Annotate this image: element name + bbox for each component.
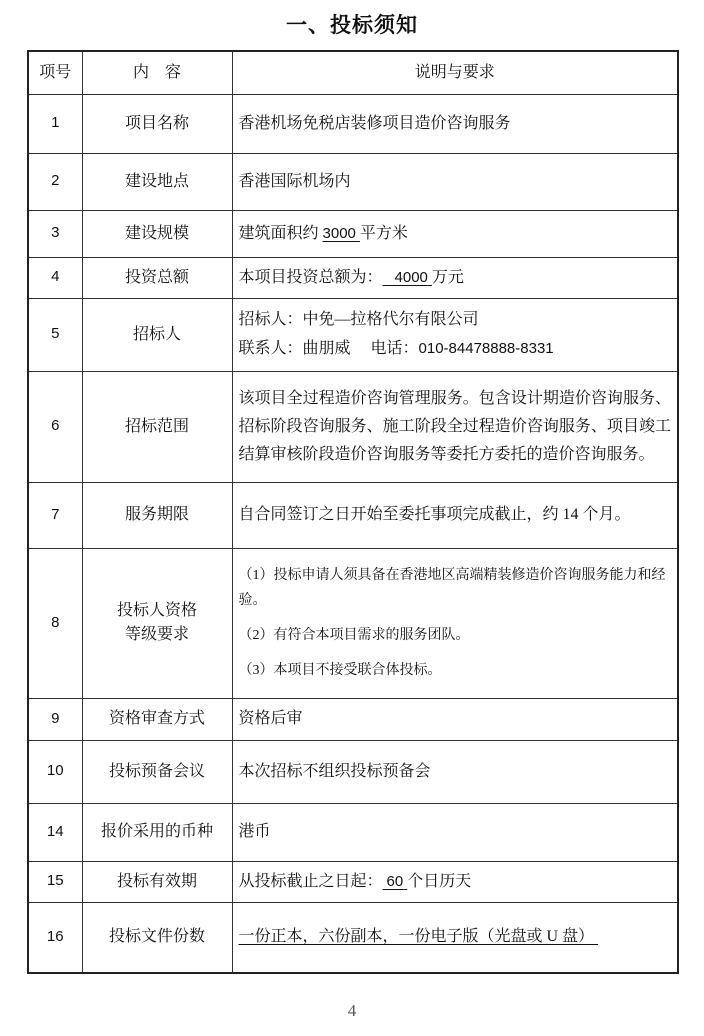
item-description: 本项目投资总额为： 4000 万元 [232, 257, 678, 298]
item-label: 招标人 [82, 298, 232, 371]
item-label: 投资总额 [82, 257, 232, 298]
item-label: 招标范围 [82, 371, 232, 482]
item-number: 8 [28, 548, 82, 698]
item-label: 投标文件份数 [82, 902, 232, 973]
item-label: 项目名称 [82, 94, 232, 153]
item-description: （1）投标申请人须具备在香港地区高端精装修造价咨询服务能力和经验。 （2）有符合本项目需求的服务团队。 （3）本项目不接受联合体投标。 [232, 548, 678, 698]
item-label: 投标预备会议 [82, 740, 232, 803]
item-number: 7 [28, 482, 82, 548]
item-number: 2 [28, 153, 82, 210]
item-description: 香港国际机场内 [232, 153, 678, 210]
table-header [28, 51, 678, 94]
item-label: 建设规模 [82, 210, 232, 257]
item-number: 6 [28, 371, 82, 482]
item-label: 建设地点 [82, 153, 232, 210]
item-label: 投标有效期 [82, 861, 232, 902]
item-description: 建筑面积约 3000 平方米 [232, 210, 678, 257]
bid-notice-table [27, 50, 679, 974]
table-row [28, 902, 678, 973]
item-description: 自合同签订之日开始至委托事项完成截止，约 14 个月。 [232, 482, 678, 548]
item-description: 一份正本，六份副本，一份电子版（光盘或 U 盘） [232, 902, 678, 973]
item-description: 资格后审 [232, 698, 678, 740]
table-row [28, 210, 678, 257]
page-title: 一、投标须知 [286, 13, 418, 37]
item-number: 16 [28, 902, 82, 973]
item-label: 报价采用的币种 [82, 803, 232, 861]
item-number: 1 [28, 94, 82, 153]
item-number: 9 [28, 698, 82, 740]
table-row [28, 257, 678, 298]
item-number: 15 [28, 861, 82, 902]
item-description: 招标人：中免—拉格代尔有限公司 联系人：曲朋威 电话：010-84478888-8331 [232, 298, 678, 371]
item-number: 5 [28, 298, 82, 371]
table-row [28, 548, 678, 698]
item-label: 资格审查方式 [82, 698, 232, 740]
table-row [28, 482, 678, 548]
table-row [28, 153, 678, 210]
page-number: 4 [347, 1001, 357, 1020]
item-number: 10 [28, 740, 82, 803]
table-row [28, 803, 678, 861]
header-description: 说明与要求 [232, 51, 678, 94]
table-row [28, 94, 678, 153]
table-row [28, 371, 678, 482]
item-number: 14 [28, 803, 82, 861]
item-description: 香港机场免税店装修项目造价咨询服务 [232, 94, 678, 153]
item-description: 该项目全过程造价咨询管理服务。包含设计期造价咨询服务、招标阶段咨询服务、施工阶段全过程造价咨询服务、项目竣工结算审核阶段造价咨询服务等委托方委托的造价咨询服务。 [232, 371, 678, 482]
header-row [28, 51, 678, 94]
item-number: 4 [28, 257, 82, 298]
document-page [0, 9, 704, 1036]
header-content: 内 容 [82, 51, 232, 94]
item-number: 3 [28, 210, 82, 257]
table-row [28, 740, 678, 803]
item-label: 服务期限 [82, 482, 232, 548]
item-description: 从投标截止之日起： 60 个日历天 [232, 861, 678, 902]
header-item-number: 项号 [28, 51, 82, 94]
item-label: 投标人资格 等级要求 [82, 548, 232, 698]
table-row [28, 298, 678, 371]
item-description: 本次招标不组织投标预备会 [232, 740, 678, 803]
item-description: 港币 [232, 803, 678, 861]
table-body [28, 94, 678, 973]
table-row [28, 698, 678, 740]
table-row [28, 861, 678, 902]
